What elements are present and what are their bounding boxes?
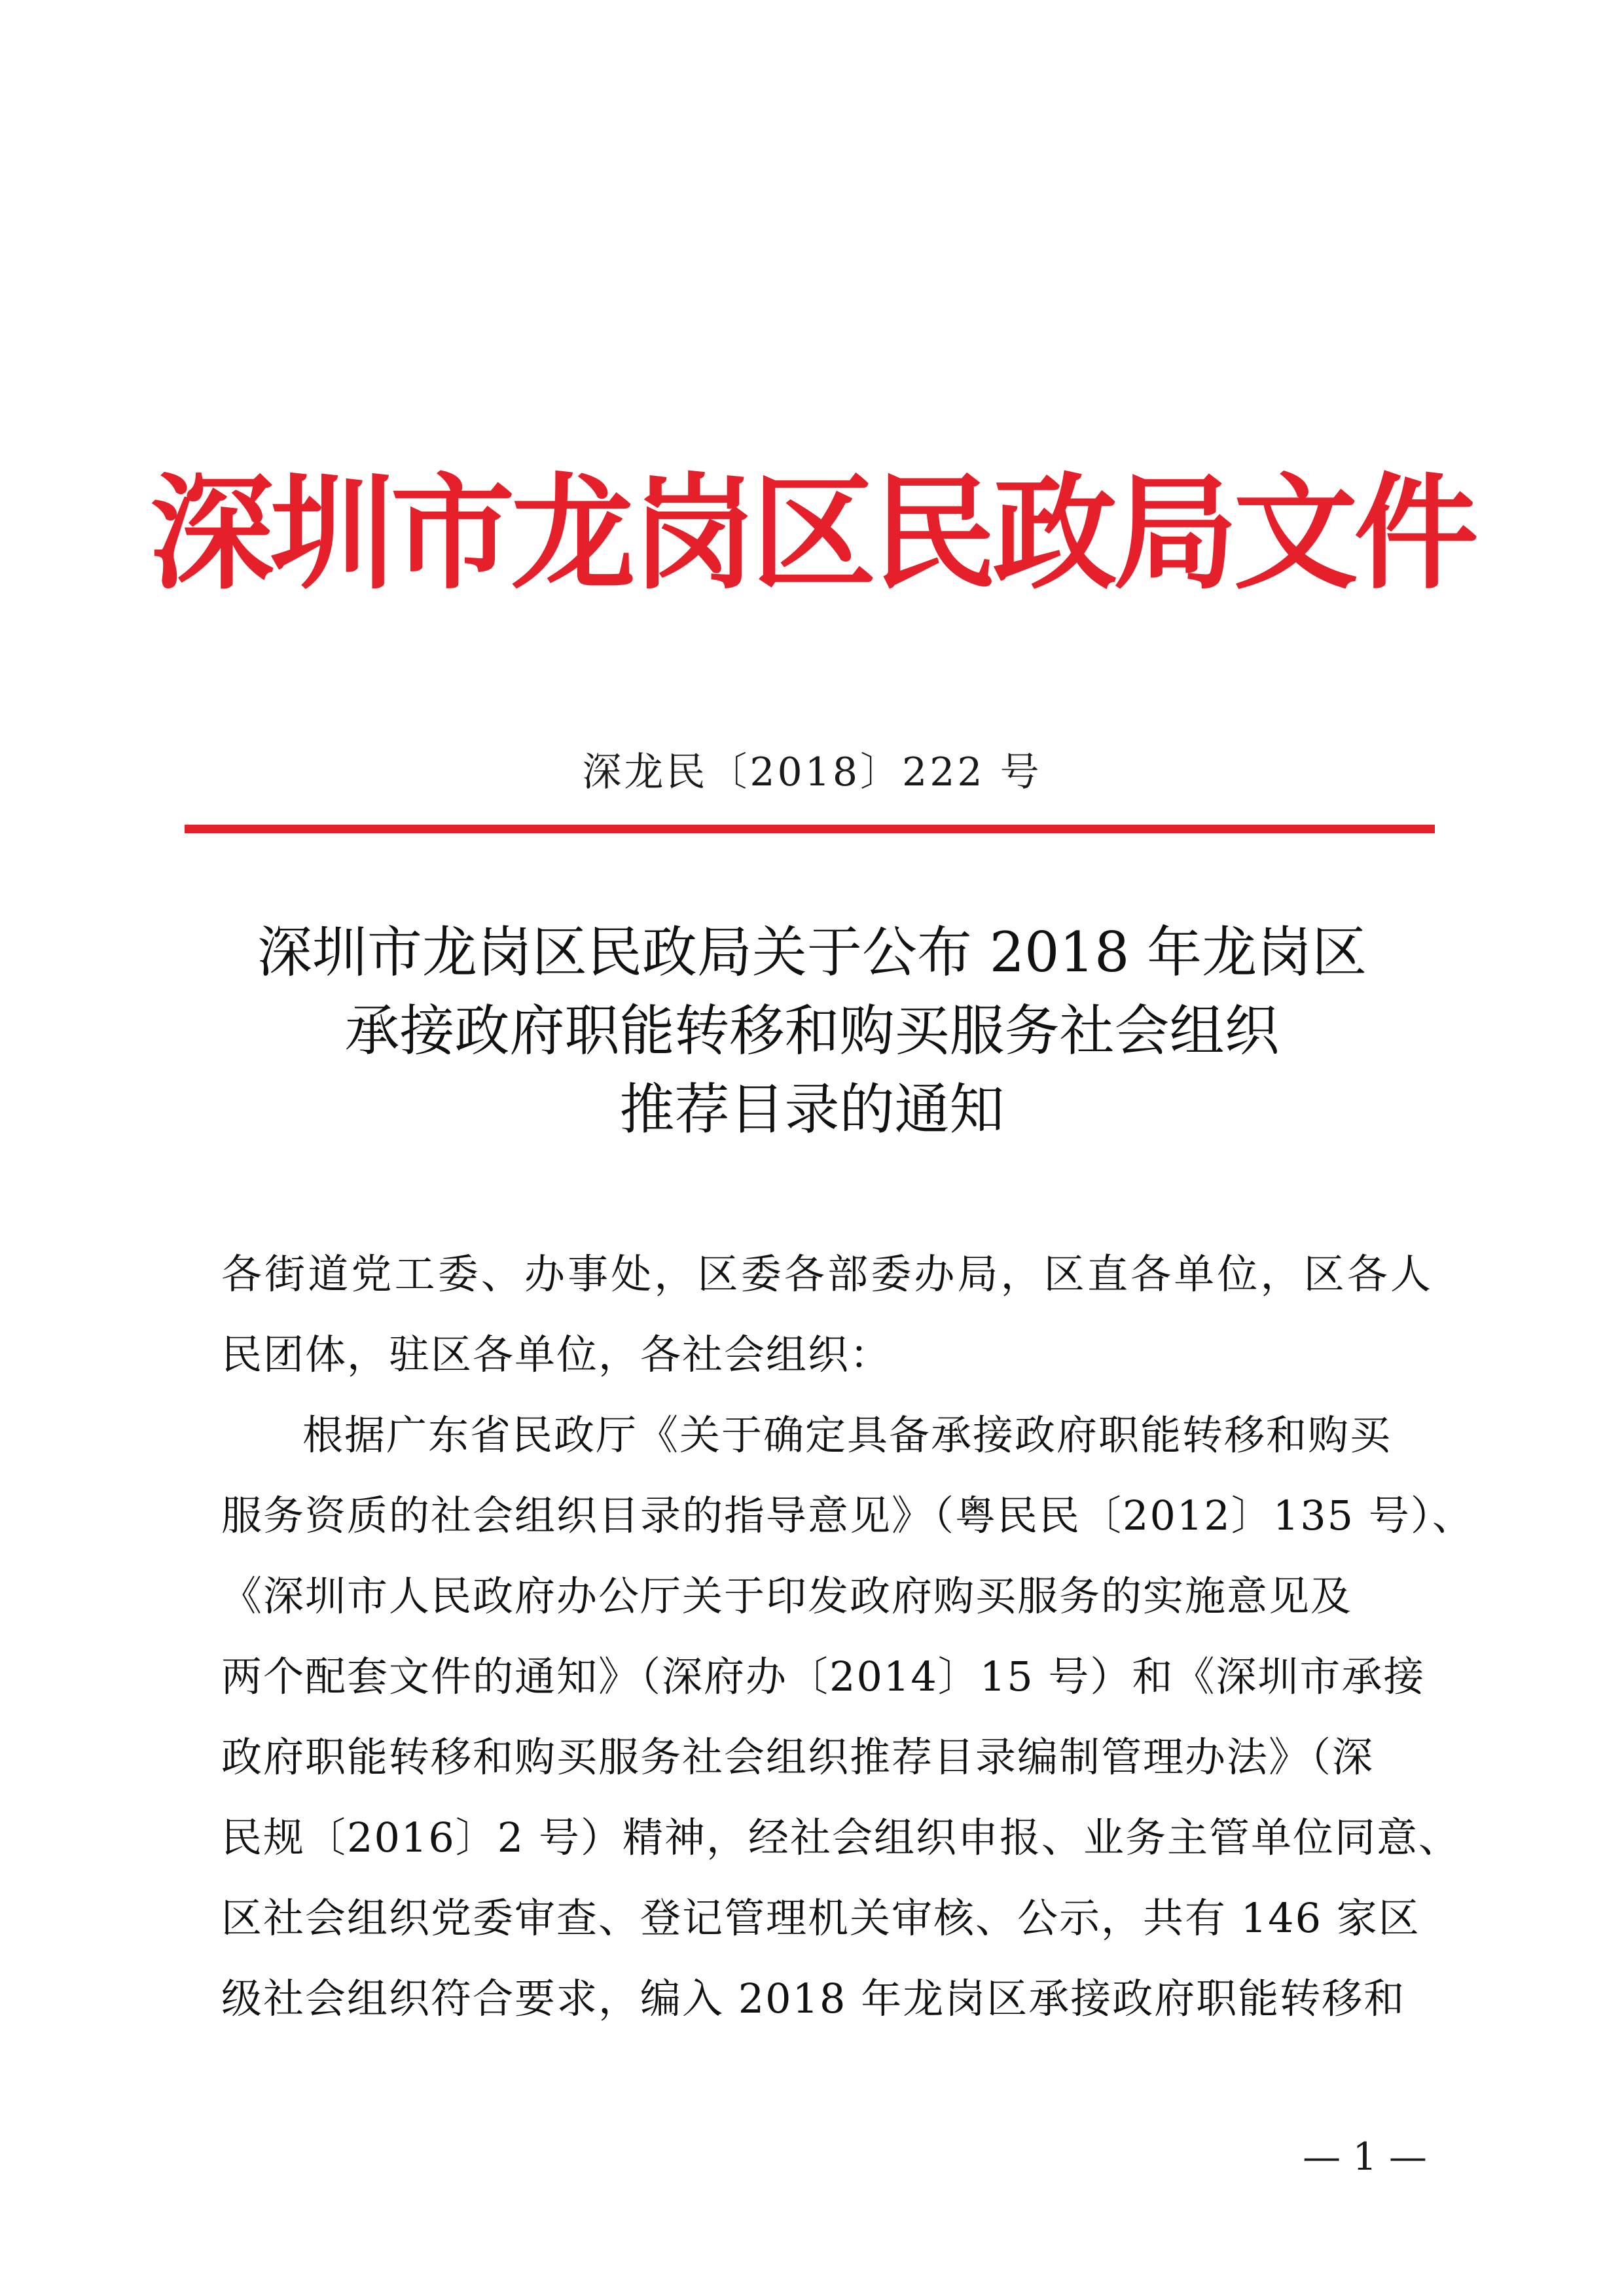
page-number: — 1 —	[1303, 2134, 1427, 2179]
document-number: 深龙民〔2018〕222 号	[582, 749, 1042, 795]
body-line: 政府职能转移和购买服务社会组织推荐目录编制管理办法》（深	[221, 1733, 1375, 1781]
title-line: 推荐目录的通知	[619, 1077, 1005, 1141]
document-masthead: 深圳市龙岗区民政局文件	[149, 460, 1475, 606]
body-line: 根据广东省民政厅《关于确定具备承接政府职能转移和购买	[302, 1411, 1392, 1459]
title-line: 深圳市龙岗区民政局关于公布 2018 年龙岗区	[257, 920, 1367, 984]
addressee-block	[221, 1234, 1432, 1395]
document-title	[0, 913, 1624, 1149]
body-line: 民规〔2016〕2 号）精神，经社会组织申报、业务主管单位同意、	[221, 1814, 1460, 1861]
body-line: 区社会组织党委审查、登记管理机关审核、公示，共有 146 家区	[221, 1894, 1420, 1942]
addressee-line: 各街道党工委、办事处，区委各部委办局，区直各单位，区各人	[221, 1250, 1432, 1298]
body-line: 级社会组织符合要求，编入 2018 年龙岗区承接政府职能转移和	[221, 1975, 1406, 2022]
body-line: 《深圳市人民政府办公厅关于印发政府购买服务的实施意见及	[221, 1572, 1353, 1620]
body-line: 两个配套文件的通知》（深府办〔2014〕15 号）和《深圳市承接	[221, 1653, 1426, 1700]
addressee-line: 民团体，驻区各单位，各社会组织：	[221, 1331, 892, 1378]
body-line: 服务资质的社会组织目录的指导意见》（粤民民〔2012〕135 号）、	[221, 1492, 1474, 1539]
title-line: 承接政府职能转移和购买服务社会组织	[344, 999, 1280, 1063]
red-divider-line	[185, 825, 1435, 833]
body-paragraph	[221, 1395, 1474, 2039]
